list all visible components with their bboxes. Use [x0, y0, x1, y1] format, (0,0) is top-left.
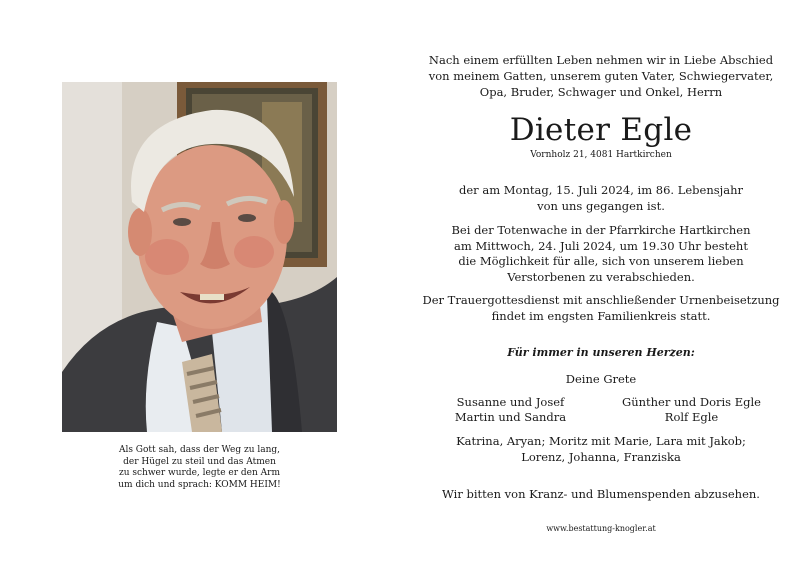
donation-request: Wir bitten von Kranz- und Blumenspenden abzusehen.: [442, 487, 760, 501]
funeral-line: findet im engsten Familienkreis statt.: [491, 308, 711, 323]
poem-line: zu schwer wurde, legte er den Arm: [119, 468, 280, 478]
motto: Für immer in unseren Herzen:: [507, 346, 695, 359]
funeral-line: Der Trauergottesdienst mit anschließender Urnenbeisetzung: [422, 293, 780, 307]
death-line: der am Montag, 15. Juli 2024, im 86. Lebensjahr: [459, 183, 743, 197]
children-right: [601, 395, 782, 424]
intro-line: Nach einem erfüllten Leben nehmen wir in Liebe Abschied: [428, 53, 774, 67]
poem-line: um dich und sprach: KOMM HEIM!: [118, 479, 281, 490]
death-line: von uns gegangen ist.: [537, 198, 665, 213]
wake-line: Bei der Totenwache in der Pfarrkirche Hartkirchen: [451, 223, 751, 237]
intro-line: Opa, Bruder, Schwager und Onkel, Herrn: [479, 85, 723, 99]
poem: [62, 445, 337, 491]
grandchildren-line: Katrina, Aryan; Moritz mit Marie, Lara mit Jakob;: [456, 434, 746, 448]
wake-line: am Mittwoch, 24. Juli 2024, um 19.30 Uhr besteht: [454, 238, 748, 253]
website-link[interactable]: www.bestattung-knogler.at: [546, 524, 656, 533]
wake-line: Verstorbenen zu verabschieden.: [507, 269, 695, 284]
poem-line: Als Gott sah, dass der Weg zu lang,: [118, 445, 281, 455]
wake-notice: [420, 223, 782, 285]
children-line: Susanne und Josef: [456, 395, 565, 409]
grandchildren: [420, 434, 782, 465]
grandchildren-line: Lorenz, Johanna, Franziska: [521, 449, 681, 464]
children-line: Rolf Egle: [664, 409, 719, 424]
portrait-photo: [62, 82, 337, 432]
spouse-name: Deine Grete: [565, 372, 637, 386]
death-notice: [420, 183, 782, 214]
children-left: [420, 395, 601, 424]
deceased-address: Vornholz 21, 4081 Hartkirchen: [530, 150, 672, 160]
deceased-name: Dieter Egle: [509, 112, 693, 148]
children-line: Günther und Doris Egle: [622, 395, 761, 409]
funeral-notice: [420, 293, 782, 324]
poem-line: der Hügel zu steil und das Atmen: [123, 456, 276, 467]
wake-line: die Möglichkeit für alle, sich von unserem lieben: [458, 254, 744, 268]
children-line: Martin und Sandra: [454, 409, 567, 424]
intro-text: [420, 52, 782, 100]
intro-line: von meinem Gatten, unserem guten Vater, Schwiegervater,: [428, 69, 774, 83]
